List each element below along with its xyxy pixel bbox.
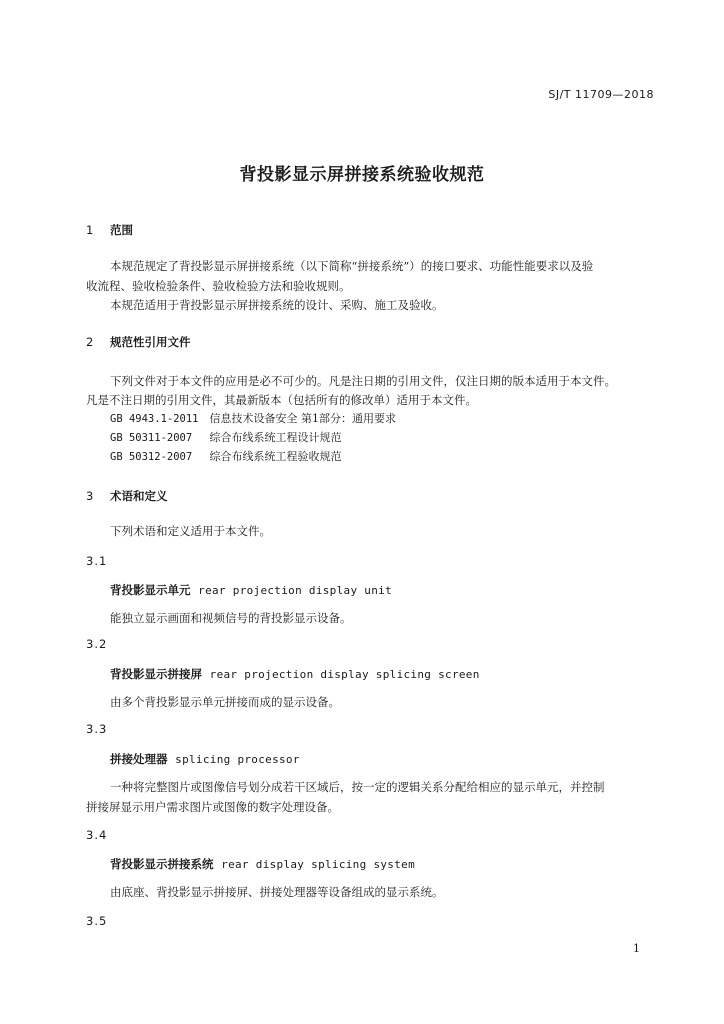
term-english: splicing processor (175, 753, 300, 766)
section-1-para-1-line-1: 本规范规定了背投影显示屏拼接系统（以下简称“拼接系统”）的接口要求、功能性能要求以及验 (110, 259, 594, 273)
reference-item (110, 429, 342, 445)
reference-item (110, 410, 396, 426)
reference-code: GB 50312-2007 (110, 451, 193, 463)
term-definition-continued: 拼接屏显示用户需求图片或图像的数字处理设备。 (86, 800, 339, 814)
section-2-heading (86, 334, 191, 350)
section-2-number: 2 (86, 335, 94, 349)
section-2-para-line-1: 下列文件对于本文件的应用是必不可少的。凡是注日期的引用文件，仅注日期的版本适用于本文件。 (110, 374, 616, 388)
term-chinese: 背投影显示拼接屏 (110, 667, 202, 681)
term-entry (110, 582, 392, 598)
clause-number: 3.5 (86, 914, 108, 928)
term-definition: 一种将完整图片或图像信号划分成若干区域后，按一定的逻辑关系分配给相应的显示单元，并控制 (110, 780, 605, 794)
clause-number: 3.4 (86, 828, 108, 842)
term-entry (110, 751, 300, 767)
term-definition: 由底座、背投影显示拼接屏、拼接处理器等设备组成的显示系统。 (110, 885, 444, 899)
section-1-para-1-line-2: 收流程、验收检验条件、验收检验方法和验收规则。 (86, 279, 351, 293)
standard-code: SJ/T 11709—2018 (548, 88, 654, 101)
reference-name: 综合布线系统工程验收规范 (209, 450, 342, 463)
section-1-number: 1 (86, 223, 94, 237)
term-entry (110, 666, 480, 682)
section-3-heading (86, 488, 168, 504)
term-english: rear projection display splicing screen (209, 668, 480, 681)
section-2-title: 规范性引用文件 (110, 335, 191, 349)
term-english: rear display splicing system (221, 858, 415, 871)
reference-item (110, 448, 342, 464)
section-3-intro: 下列术语和定义适用于本文件。 (110, 524, 271, 538)
term-english: rear projection display unit (198, 584, 392, 597)
document-title: 背投影显示屏拼接系统验收规范 (239, 165, 485, 185)
page-number: 1 (633, 942, 640, 955)
section-1-heading (86, 222, 133, 238)
section-3-title: 术语和定义 (110, 489, 168, 503)
reference-code: GB 4943.1-2011 (110, 413, 199, 425)
section-3-number: 3 (86, 489, 94, 503)
section-1-title: 范围 (110, 223, 134, 237)
term-definition: 由多个背投影显示单元拼接而成的显示设备。 (110, 695, 340, 709)
term-definition: 能独立显示画面和视频信号的背投影显示设备。 (110, 611, 352, 625)
clause-number: 3.2 (86, 637, 108, 651)
reference-code: GB 50311-2007 (110, 432, 193, 444)
term-chinese: 背投影显示单元 (110, 583, 191, 597)
reference-name: 综合布线系统工程设计规范 (209, 431, 342, 444)
clause-number: 3.1 (86, 554, 108, 568)
reference-name: 信息技术设备安全 第1部分：通用要求 (209, 412, 396, 425)
term-entry (110, 856, 415, 872)
section-1-para-2: 本规范适用于背投影显示屏拼接系统的设计、采购、施工及验收。 (110, 298, 444, 312)
clause-number: 3.3 (86, 722, 108, 736)
section-2-para-line-2: 凡是不注日期的引用文件，其最新版本（包括所有的修改单）适用于本文件。 (86, 393, 477, 407)
term-chinese: 背投影显示拼接系统 (110, 857, 214, 871)
term-chinese: 拼接处理器 (110, 752, 168, 766)
